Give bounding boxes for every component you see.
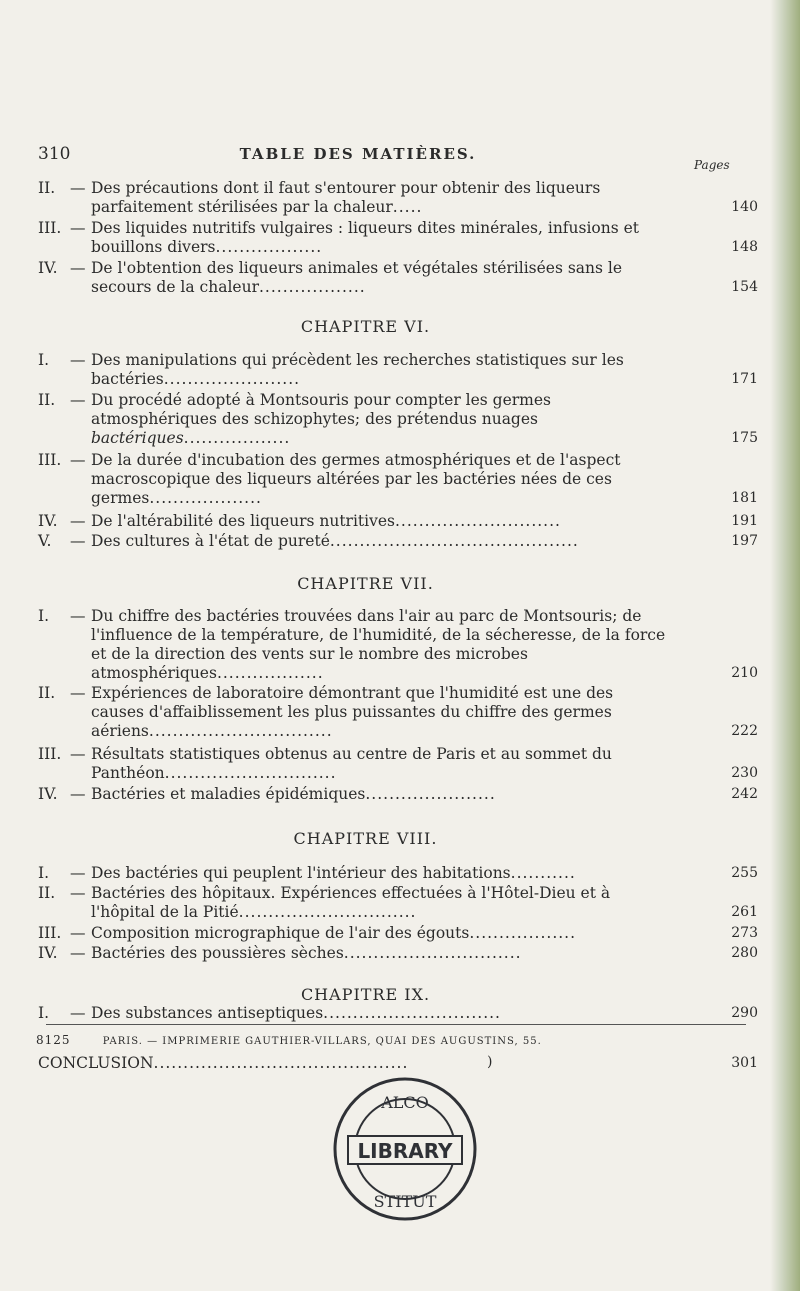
toc-entry: II. — Expériences de laboratoire démontrant que l'humidité est une des causes d'affaiblissement les plus puissantes du chiffre des germes aériens............................... 222 [38,684,758,740]
print-code: 8125 [36,1033,71,1047]
page-ref: 261 [731,904,758,920]
page-ref: 175 [731,430,758,446]
stamp-middle-text: LIBRARY [357,1139,453,1163]
page-ref: 280 [731,945,758,961]
page-ref: 181 [731,490,758,506]
page-ref: 197 [731,533,758,549]
toc-entry: III. — Résultats statistiques obtenus au centre de Paris et au sommet du Panthéon............................. 230 [38,745,758,782]
chapter-heading: CHAPITRE IX. [300,985,431,1004]
page-ref: 255 [731,865,758,881]
toc-entry: I. — Des manipulations qui précèdent les recherches statistiques sur les bactéries....................... 171 [38,351,758,388]
page-ref: 210 [731,665,758,681]
page-ref: 140 [731,199,758,215]
page-edge [770,0,800,1291]
page-ref: 301 [731,1055,758,1071]
page-number: 310 [38,144,71,164]
toc-entry: IV. — De l'obtention des liqueurs animales et végétales stérilisées sans le secours de la chaleur.................. 154 [38,259,758,296]
chapter-heading: CHAPITRE VIII. [293,829,438,848]
toc-entry: IV. — Bactéries des poussières sèches.............................. 280 [38,944,758,962]
toc-entry: III. — De la durée d'incubation des germes atmosphériques et de l'aspect macroscopique des liqueurs altérées par les bactéries nées de ces germes................... 181 [38,451,758,507]
page-ref: 171 [731,371,758,387]
toc-entry-conclusion: CONCLUSION........................................... 301 [38,1054,758,1072]
chapter-heading: CHAPITRE VII. [297,574,434,593]
library-stamp [330,1074,480,1224]
page-ref: 222 [731,723,758,739]
toc-entry: III. — Composition micrographique de l'air des égouts.................. 273 [38,924,758,942]
toc-entry: II. — Des précautions dont il faut s'entourer pour obtenir des liqueurs parfaitement stérilisées par la chaleur..... 140 [38,179,758,216]
page-ref: 191 [731,513,758,529]
running-title: TABLE DES MATIÈRES. [239,145,477,163]
library-stamp-graphic [330,1074,480,1224]
toc-entry: IV. — De l'altérabilité des liqueurs nutritives............................ 191 [38,512,758,530]
page-ref: 242 [731,786,758,802]
stamp-top-text: ALCO [381,1093,429,1112]
toc-entry: I. — Des bactéries qui peuplent l'intérieur des habitations........... 255 [38,864,758,882]
toc-entry: II. — Bactéries des hôpitaux. Expériences effectuées à l'Hôtel-Dieu et à l'hôpital de la Pitié.............................. 261 [38,884,758,921]
toc-entry: III. — Des liquides nutritifs vulgaires : liqueurs dites minérales, infusions et bouillons divers.................. 148 [38,219,758,256]
footer [36,1033,756,1047]
page-ref: 273 [731,925,758,941]
toc-entry: II. — Du procédé adopté à Montsouris pour compter les germes atmosphériques des schizophytes; des prétendus nuages bactériques.................. 175 [38,391,758,447]
imprint: PARIS. — IMPRIMERIE GAUTHIER-VILLARS, QUAI DES AUGUSTINS, 55. [102,1036,542,1047]
stray-mark: ) [487,1054,493,1070]
page-ref: 230 [731,765,758,781]
toc-entry: V. — Des cultures à l'état de pureté.......................................... 197 [38,532,758,550]
page-ref: 148 [731,239,758,255]
toc-entry: I. — Du chiffre des bactéries trouvées dans l'air au parc de Montsouris; de l'influence de la température, de l'humidité, de la sécheresse, de la force et de la direction des vents sur le nombre des microbes atmosphériques.................. 210 [38,607,758,682]
chapter-heading: CHAPITRE VI. [300,317,431,336]
toc-entry: I. — Des substances antiseptiques.............................. 290 [38,1004,758,1022]
page-ref: 290 [731,1005,758,1021]
toc-entry: IV. — Bactéries et maladies épidémiques...................... 242 [38,785,758,803]
page-header [38,144,758,166]
page-ref: 154 [731,279,758,295]
pages-column-label: Pages [694,158,730,172]
divider-rule [46,1024,746,1025]
stamp-bottom-text: STITUT [373,1192,437,1211]
